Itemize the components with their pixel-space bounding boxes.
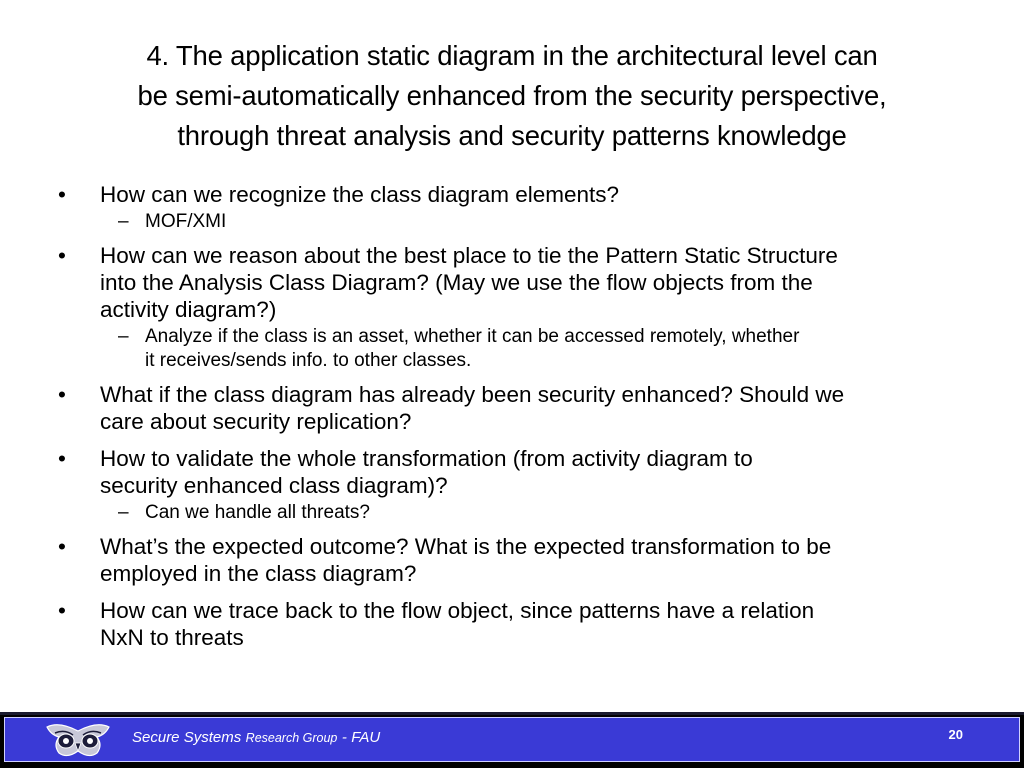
bullet-item [56,181,976,208]
slide-title-line: be semi-automatically enhanced from the security perspective, [137,80,887,111]
bullet-item [56,445,976,499]
page-number: 20 [948,727,963,742]
footer-group-part1: Secure Systems [132,729,242,746]
footer-band [4,717,1020,762]
footer-group-name [132,729,380,747]
sub-bullet-item [56,501,976,525]
bullet-text: How can we trace back to the flow object, since patterns have a relation [100,598,815,623]
bullet-text: care about security replication? [100,409,412,434]
bullet-marker: • [58,243,66,268]
dash-marker: – [118,326,129,347]
footer-separator: - [341,729,347,746]
bullet-text: How can we reason about the best place to tie the Pattern Static Structure [100,243,838,268]
dash-marker: – [118,502,129,523]
bullet-text: What if the class diagram has already been security enhanced? Should we [100,382,845,407]
dash-marker: – [118,211,129,232]
bullet-text: How can we recognize the class diagram elements? [100,182,620,207]
sub-bullet-text: MOF/XMI [145,211,227,232]
bullet-item [56,381,976,435]
sub-bullet-text: Analyze if the class is an asset, whether it can be accessed remotely, whether [145,326,800,347]
slide-title-line: 4. The application static diagram in the architectural level can [146,40,878,71]
slide-title-line: through threat analysis and security patterns knowledge [177,120,847,151]
bullet-item [56,533,976,587]
footer-institution: FAU [351,729,381,746]
bullet-text: employed in the class diagram? [100,561,417,586]
sub-bullet-text: it receives/sends info. to other classes. [145,350,472,371]
bullet-marker: • [58,382,66,407]
sub-bullet-item [56,210,976,234]
footer-group-part2: Research Group [245,731,338,745]
bullet-item [56,597,976,651]
bullet-marker: • [58,598,66,623]
bullet-text: activity diagram?) [100,297,277,322]
bullet-marker: • [58,182,66,207]
bullet-text: What’s the expected outcome? What is the expected transformation to be [100,534,832,559]
bullet-text: NxN to threats [100,625,244,650]
bullet-text: into the Analysis Class Diagram? (May we use the flow objects from the [100,270,813,295]
bullet-marker: • [58,534,66,559]
bullet-marker: • [58,446,66,471]
slide-title [60,36,964,156]
sub-bullet-item [56,325,976,373]
slide-footer [0,715,1024,768]
sub-bullet-text: Can we handle all threats? [145,502,370,523]
owl-logo-icon [45,721,111,759]
bullet-list [56,181,976,661]
bullet-text: security enhanced class diagram)? [100,473,448,498]
bullet-item [56,242,976,323]
bullet-text: How to validate the whole transformation (from activity diagram to [100,446,753,471]
